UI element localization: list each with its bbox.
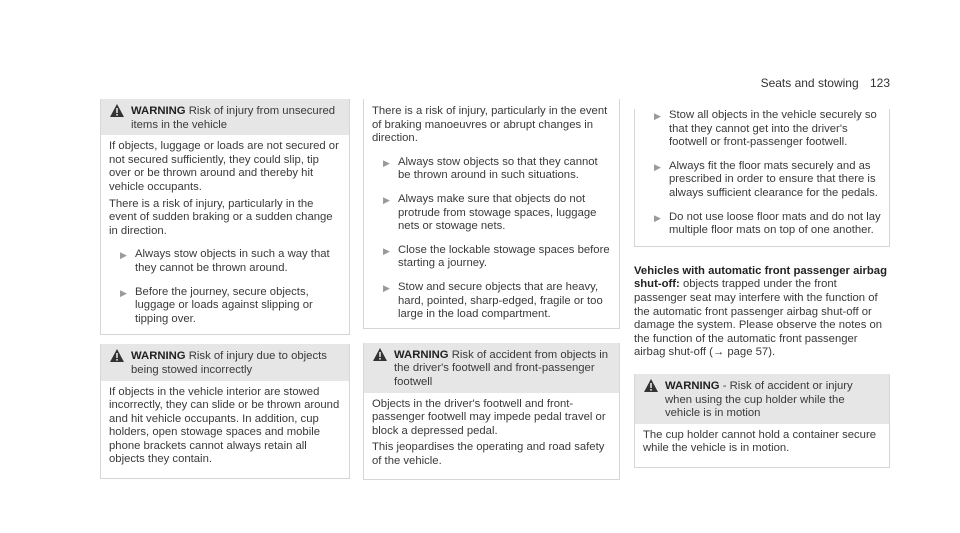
list-item: ▶ Always fit the floor mats securely and as prescribed in order to ensure that there is always sufficient clearance for the pedals. (654, 159, 878, 199)
warning-title: - Risk of accident or injury when using the cup holder while the vehicle is in motion (665, 379, 853, 420)
airbag-heading: Vehicles with automatic front passenger airbag shut-off: (634, 264, 887, 291)
list-item: ▶ Stow all objects in the vehicle securely so that they cannot get into the driver's footwell or front-passenger footwell. (654, 109, 877, 149)
page-reference-link[interactable]: page 57 (727, 346, 769, 359)
list-item: ▶ Always stow objects so that they cannot be thrown around in such situations. (383, 155, 598, 182)
list-item: ▶ Always stow objects in such a way that they cannot be thrown around. (120, 248, 330, 274)
list-item: ▶ Do not use loose floor mats and do not lay multiple floor mats on top of one another. (654, 210, 881, 237)
warning-header (101, 344, 349, 380)
bullet-arrow-icon: ▶ (120, 287, 127, 298)
warning-triangle-icon (372, 347, 388, 362)
bullet-arrow-icon: ▶ (383, 245, 390, 256)
warning-paragraph: The cup holder cannot hold a container secure while the vehicle is in motion. (643, 428, 876, 455)
warning-continuation (363, 99, 620, 329)
airbag-text: objects trapped under the front passenger seat may interfere with the function of the automatic front passenger airbag shut-off or damage the system. Please observe the notes on the function of the automatic front passenger airbag shut-off ( (634, 278, 883, 359)
list-item: ▶ Close the lockable stowage spaces before starting a journey. (383, 243, 610, 270)
continuation-paragraph: There is a risk of injury, particularly in the event of braking manoeuvres or abrupt changes in direction. (372, 105, 608, 145)
warning-paragraph: This jeopardises the operating and road safety of the vehicle. (372, 441, 605, 467)
warning-continuation (634, 109, 890, 247)
warning-label: WARNING (131, 105, 186, 117)
warning-header (364, 343, 619, 393)
warning-header (635, 374, 889, 424)
warning-box-unsecured-items (100, 99, 350, 335)
warning-box-stowed-incorrectly (100, 344, 350, 479)
warning-paragraph: If objects, luggage or loads are not secured or not secured sufficiently, they could slip, tip over or be thrown around and thereby hit vehicle occupants. (109, 140, 339, 193)
warning-label: WARNING (131, 350, 186, 363)
warning-triangle-icon (643, 378, 659, 393)
page-header (761, 77, 890, 91)
warning-header (101, 99, 349, 135)
arrow-ref-icon: → (712, 346, 728, 359)
warning-triangle-icon (109, 348, 125, 363)
warning-label: WARNING (394, 348, 449, 361)
list-item: ▶ Stow and secure objects that are heavy, hard, pointed, sharp-edged, fragile or too large in the load compartment. (383, 280, 603, 321)
column-2 (363, 99, 620, 480)
list-item: ▶ Before the journey, secure objects, luggage or loads against slipping or tipping over. (120, 285, 313, 325)
column-3 (634, 99, 890, 468)
bullet-arrow-icon: ▶ (654, 161, 661, 172)
warning-title: Risk of accident from objects in the driver's footwell and front-passenger footwell (394, 348, 609, 388)
warning-paragraph: There is a risk of injury, particularly in the event of sudden braking or a sudden change in direction. (109, 197, 333, 237)
bullet-arrow-icon: ▶ (383, 282, 390, 293)
bullet-arrow-icon: ▶ (120, 250, 127, 261)
page-number: 123 (869, 76, 890, 90)
bullet-arrow-icon: ▶ (383, 194, 390, 205)
section-title: Seats and stowing (760, 76, 859, 90)
warning-paragraph: If objects in the vehicle interior are stowed incorrectly, they can slide or be thrown around and hit vehicle occupants. In addition, cup holders, open stowage spaces and mobile phone brackets cannot always retain all objects they contain. (109, 385, 340, 466)
airbag-note: Vehicles with automatic front passenger airbag shut-off: objects trapped under the front passenger seat may interfere with the function of the automatic front passenger airbag shut-off or damage the system. Please observe the notes on the function of the automatic front passenger airbag shut-off (→ page 57). (634, 264, 887, 359)
warning-label: WARNING (665, 379, 720, 392)
warning-box-footwell (363, 343, 620, 481)
bullet-arrow-icon: ▶ (383, 157, 390, 168)
bullet-arrow-icon: ▶ (654, 212, 661, 223)
bullet-arrow-icon: ▶ (654, 111, 661, 121)
warning-title: Risk of injury due to objects being stowed incorrectly (131, 350, 327, 376)
warning-title: Risk of injury from unsecured items in the vehicle (131, 105, 336, 131)
warning-paragraph: Objects in the driver's footwell and front-passenger footwell may impede pedal travel or block a depressed pedal. (372, 397, 606, 437)
column-1 (100, 99, 350, 479)
warning-triangle-icon (109, 103, 125, 118)
list-item: ▶ Always make sure that objects do not protrude from stowage spaces, luggage nets or stowage nets. (383, 192, 597, 233)
warning-box-cup-holder (634, 374, 890, 468)
